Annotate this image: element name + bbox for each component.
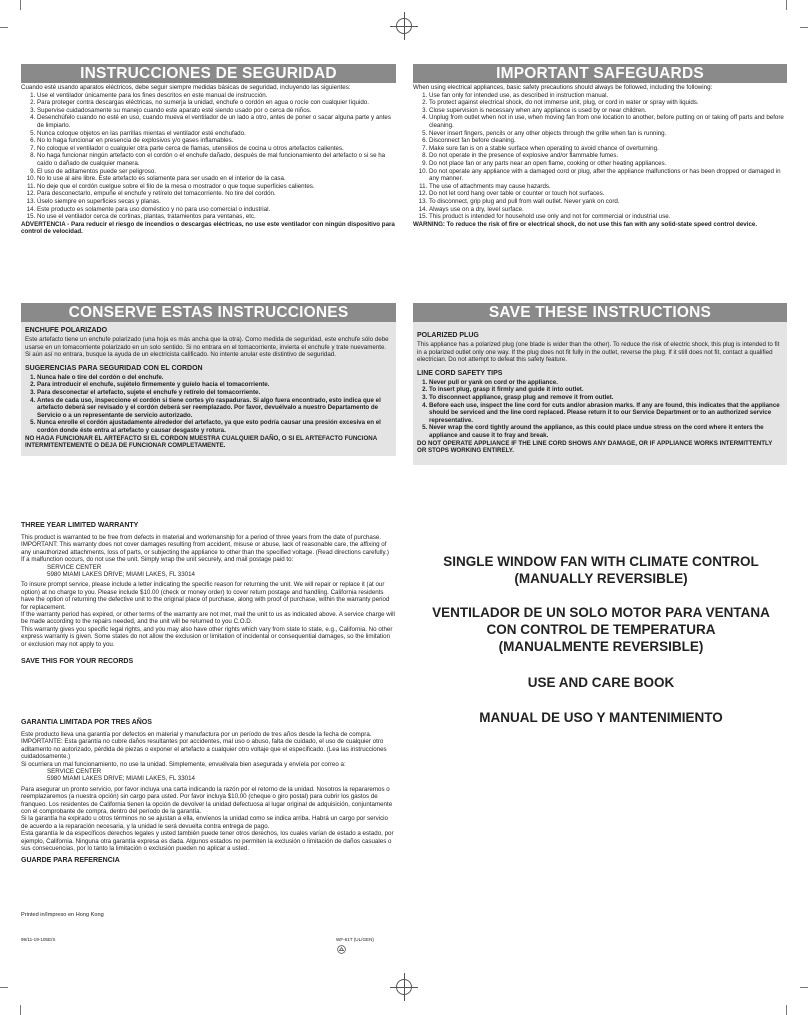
cover-title-en-line1: SINGLE WINDOW FAN WITH CLIMATE CONTROL bbox=[443, 554, 759, 569]
list-item: 6. No lo haga funcionar en presencia de explosivos y/o gases inflamables. bbox=[37, 137, 396, 145]
list-item: 4. Unplug from outlet when not in use, when moving fan from one location to another, before putting on or taking off parts and before cleaning. bbox=[429, 114, 787, 129]
list-item: 5. Never insert fingers, pencils or any other objects through the grille when fan is running. bbox=[429, 130, 787, 138]
list-item: 4. Antes de cada uso, inspeccione el cordón si tiene cortes y/o raspaduras. Si algo fuera encontrado, esto indica que el artefacto deberá ser revisado y el cordón deberá ser reemplazado. Por favor, devuélvalo a nuestro Departamento de Servicio o a un representante de servicio autorizado. bbox=[37, 397, 392, 420]
list-item: 3. Close supervision is necessary when any appliance is used by or near children. bbox=[429, 107, 787, 115]
es-safety-intro: Cuando esté usando aparatos eléctricos, debe seguir siempre medidas básicas de seguridad, incluyendo las siguientes: bbox=[21, 84, 351, 91]
list-item: 3. To disconnect appliance, grasp plug and remove it from outlet. bbox=[429, 394, 783, 402]
list-item: 3. Para desconectar el artefacto, sujete el enchufe y retírelo del tomacorriente. bbox=[37, 389, 392, 397]
list-item: 13. To disconnect, grip plug and pull from wall outlet. Never yank on cord. bbox=[429, 198, 787, 206]
es-conserve-section bbox=[21, 303, 396, 456]
en-warranty-p2: IMPORTANT: This warranty does not cover damages resulting from accident, misuse or abuse, lack of reasonable care, the affixing of any unauthorized attachments, loss of parts, or subjecting the appliance to other than the specified voltage. (Read directions carefully.) bbox=[21, 541, 389, 556]
en-warranty-save: SAVE THIS FOR YOUR RECORDS bbox=[21, 658, 134, 666]
list-item: 1. Use fan only for intended use, as described in instruction manual. bbox=[429, 92, 787, 100]
list-item: 10. No lo use al aire libre. Este artefacto es solamente para ser usado en el interior de la casa. bbox=[37, 175, 396, 183]
crop-mark bbox=[20, 1005, 21, 1015]
cover-title-en-line2: (MANUALLY REVERSIBLE) bbox=[514, 571, 688, 586]
crop-mark bbox=[786, 0, 787, 10]
list-item: 4. Before each use, inspect the line cord for cuts and/or abrasion marks. If any are found, this indicates that the appliance should be serviced and the line cord replaced. Please return it to our Service Department or to an authorized service representative. bbox=[429, 402, 783, 425]
code-left: 99/11-19-105E/S bbox=[21, 937, 56, 942]
list-item: 1. Never pull or yank on cord or the appliance. bbox=[429, 379, 783, 387]
cover-title-es-line1: VENTILADOR DE UN SOLO MOTOR PARA VENTANA bbox=[432, 605, 770, 620]
cover-title-es bbox=[416, 604, 786, 655]
list-item: 1. Use el ventilador únicamente para los fines descritos en este manual de instrucción. bbox=[37, 92, 396, 100]
es-warranty-p4: Para asegurar un pronto servicio, por favor incluya una carta indicando la razón por el retorno de la unidad. Nosotros la repararemos o reemplazaremos (a nuestra opción) sin cargo para usted. Por favor incluya $10.00 (cheque o giro postal) para cubrir los gastos de franqueo. Los residentes de California tienen la opción de devolver la unidad defectuosa al lugar original de adquisición, conjuntamente con el comprobante de compra, dentro del período de la garantía. bbox=[21, 785, 393, 816]
printed-in: Printed in/Impreso en Hong Kong bbox=[21, 912, 104, 918]
en-safety-list bbox=[413, 92, 787, 221]
en-safety-section bbox=[413, 64, 787, 228]
en-warranty-p3: If a malfunction occurs, do not use the unit. Simply wrap the unit securely, and mail postage paid to: bbox=[21, 556, 294, 564]
es-safety-list bbox=[21, 92, 396, 221]
list-item: 12. Para desconectarlo, empuñe el enchufe y retírelo del tomacorriente. No tire del cordón. bbox=[37, 190, 396, 198]
en-cord-heading: LINE CORD SAFETY TIPS bbox=[417, 369, 503, 377]
list-item: 8. No haga funcionar ningún artefacto con el cordón o el enchufe dañado, después de mal funcionamiento del artefacto o si se ha caído o dañado de cualquier manera. bbox=[37, 152, 396, 167]
list-item: 5. Nunca coloque objetos en las parrillas mientas el ventilador esté enchufado. bbox=[37, 130, 396, 138]
es-safety-warning: ADVERTENCIA - Para reducir el riesgo de incendios o descargas eléctricas, no use este ventilador con ningún dispositivo para control de velocidad. bbox=[21, 220, 395, 236]
cover-book-en: USE AND CARE BOOK bbox=[527, 675, 675, 690]
crop-mark bbox=[0, 27, 8, 28]
crop-mark bbox=[800, 27, 808, 28]
es-warranty-p6: Esta garantía le da específicos derechos legales y usted también puede tener otros derechos, los cuales varían de estado a estado, por ejemplo, California. Ninguna otra garantía expresa es dada. Algunos estados no permiten la exclusión o limitación de daños casuales o sus consecuencias, por lo tanto la limitación o exclusión pueden no aplicar a usted. bbox=[21, 830, 394, 853]
es-plug-heading: ENCHUFE POLARIZADO bbox=[25, 327, 108, 334]
cover-title-es-line3: (MANUALMENTE REVERSIBLE) bbox=[498, 639, 704, 654]
en-warranty-p1: This product is warranted to be free from defects in material and workmanship for a period of three years from the date of purchase. bbox=[21, 534, 382, 541]
recycle-icon bbox=[337, 945, 346, 954]
en-save-box bbox=[413, 322, 787, 465]
list-item: 8. Do not operate in the presence of explosive and/or flammable fumes. bbox=[429, 152, 787, 160]
crop-mark bbox=[786, 1005, 787, 1015]
crop-mark bbox=[800, 987, 808, 988]
en-save-section bbox=[413, 303, 787, 465]
list-item: 1. Nunca hale o tire del cordón o del enchufe. bbox=[37, 374, 392, 382]
list-item: 7. No coloque el ventilador o cualquier otra parte cerca de flamas, utensilios de cocina u otros artefactos calientes. bbox=[37, 145, 396, 153]
en-warranty-p4: To insure prompt service, please include a letter indicating the specific reason for returning the unit. We will repair or replace it (at our option) at no charge to you. Please include $10.00 (check or money order) to cover return postage and handling. California residents have the option of returning the defective unit to the original place of purchase, along with proof of purchase, within the warranty period for replacement. bbox=[21, 581, 390, 611]
en-warranty-section bbox=[21, 522, 396, 666]
es-warranty-section bbox=[21, 719, 396, 864]
list-item: 14. Este producto es solamente para uso doméstico y no para uso comercial o industrial. bbox=[37, 206, 396, 214]
list-item: 3. Supervise cuidadosamente su manejo cuando este aparato esté siendo usado por o cerca de niños. bbox=[37, 107, 396, 115]
list-item: 11. The use of attachments may cause hazards. bbox=[429, 183, 787, 191]
cover-title-es-line2: CON CONTROL DE TEMPERATURA bbox=[486, 622, 716, 637]
en-cord-list bbox=[417, 379, 783, 440]
list-item: 14. Always use on a dry, level surface. bbox=[429, 206, 787, 214]
es-plug-text: Este artefacto tiene un enchufe polarizado (una hoja es más ancha que la otra). Como medida de seguridad, este enchufe sólo debe usarse en un tomacorriente polarizado en un solo sentido. Si no entrara en el tomacorriente, invierta el enchufe y trate nuevamente. Si aún así no entrara, busque la ayuda de un electricista calificado. No intente anular este distintivo de seguridad. bbox=[25, 336, 389, 359]
crop-mark bbox=[0, 987, 8, 988]
es-safety-section bbox=[21, 64, 396, 236]
en-warranty-heading: THREE YEAR LIMITED WARRANTY bbox=[21, 522, 139, 529]
list-item: 11. No deje que el cordón cuelgue sobre el filo de la mesa o mostrador o que toque superficies calientes. bbox=[37, 183, 396, 191]
en-warranty-address-line2: 5980 MIAMI LAKES DRIVE; MIAMI LAKES, FL 33014 bbox=[47, 571, 195, 579]
registration-mark-bottom bbox=[396, 979, 412, 995]
list-item: 15. No use el ventilador cerca de cortinas, plantas, tratamientos para ventanas, etc. bbox=[37, 213, 396, 221]
cover-book-es: MANUAL DE USO Y MANTENIMIENTO bbox=[479, 710, 723, 725]
es-warranty-heading: GARANTIA LIMITADA POR TRES AÑOS bbox=[21, 719, 152, 726]
en-warranty-address-line1: SERVICE CENTER bbox=[47, 563, 102, 571]
es-warranty-p5: Si la garantía ha expirado u otros términos no se ajustan a ella, envíenos la unidad como se indica arriba. Habrá un cargo por servicio de acuerdo a la reparación necesaria, y la unidad le será devuelta contra entrega de pago. bbox=[21, 815, 388, 830]
en-safety-warning: WARNING: To reduce the risk of fire or electrical shock, do not use this fan with any solid-state speed control device. bbox=[413, 220, 758, 228]
es-cord-list bbox=[25, 374, 392, 435]
en-warranty-p6: This warranty gives you specific legal rights, and you may also have other rights which vary from state to state, e.g., California. No other express warranty is given. Some states do not allow the exclusion or limitation of incidental or consequential damages, so the limitation or exclusion may not apply to you. bbox=[21, 625, 393, 648]
en-safety-intro: When using electrical appliances, basic safety precautions should always be followed, including the following: bbox=[413, 84, 713, 91]
list-item: 12. Do not let cord hang over table or counter or touch hot surfaces. bbox=[429, 190, 787, 198]
list-item: 6. Disconnect fan before cleaning. bbox=[429, 137, 787, 145]
es-cord-heading: SUGERENCIAS PARA SEGURIDAD CON EL CORDON bbox=[25, 364, 203, 372]
list-item: 5. Nunca enrolle el cordón ajustadamente alrededor del artefacto, ya que esto podría causar una presión excesiva en el cordón donde éste entra al artefacto y causar desgaste y rotura. bbox=[37, 419, 392, 434]
list-item: 15. This product is intended for household use only and not for commercial or industrial use. bbox=[429, 213, 787, 221]
es-warranty-save: GUARDE PARA REFERENCIA bbox=[21, 856, 120, 864]
es-conserve-box bbox=[21, 322, 396, 456]
es-warranty-p3: Si ocurriera un mal funcionamiento, no use la unidad. Simplemente, envuélvala bien asegurada y envíela por correo a: bbox=[21, 760, 346, 768]
cover-title-en bbox=[416, 553, 786, 587]
list-item: 7. Make sure fan is on a stable surface when operating to avoid chance of overturning. bbox=[429, 145, 787, 153]
list-item: 10. Do not operate any appliance with a damaged cord or plug, after the appliance malfunctions or has been dropped or damaged in any manner. bbox=[429, 168, 787, 183]
en-save-title: SAVE THESE INSTRUCTIONS bbox=[413, 303, 787, 322]
es-warranty-p1: Este producto lleva una garantía por defectos en material y manufactura por un período de tres años desde la fecha de compra. bbox=[21, 731, 372, 738]
list-item: 9. Do not place fan or any parts near an open flame, cooking or other heating appliances. bbox=[429, 160, 787, 168]
es-safety-title: INSTRUCCIONES DE SEGURIDAD bbox=[21, 64, 396, 83]
crop-mark bbox=[20, 0, 21, 10]
code-right: WF-61T (UL/GEN) bbox=[336, 937, 374, 942]
list-item: 2. Para introducir el enchufe, sujételo firmemente y guíelo hacia el tomacorriente. bbox=[37, 381, 392, 389]
es-cord-warning: NO HAGA FUNCIONAR EL ARTEFACTO SI EL CORDON MUESTRA CUALQUIER DAÑO, O SI EL ARTEFACTO FUNCIONA INTERMITENTEMENTE O DEJA DE FUNCIONAR COMPLETAMENTE. bbox=[25, 434, 378, 450]
en-plug-heading: POLARIZED PLUG bbox=[417, 332, 479, 339]
list-item: 2. To protect against electrical shock, do not immerse unit, plug, or cord in water or spray with liquids. bbox=[429, 99, 787, 107]
list-item: 4. Desenchúfelo cuando no esté en uso, cuando mueva el ventilador de un lado a otro, antes de poner o sacar alguna parte y antes de limpiarlo. bbox=[37, 114, 396, 129]
en-safety-title: IMPORTANT SAFEGUARDS bbox=[413, 64, 787, 83]
list-item: 9. El uso de aditamentos puede ser peligroso. bbox=[37, 168, 396, 176]
en-warranty-p5: If the warranty period has expired, or other terms of the warranty are not met, mail the unit to us as indicated above. A service charge will be made according to the repairs needed, and the unit will be returned to you C.O.D. bbox=[21, 611, 395, 626]
list-item: 5. Never wrap the cord tightly around the appliance, as this could place undue stress on the cord where it enters the appliance and cause it to fray and break. bbox=[429, 424, 783, 439]
es-warranty-p2: IMPORTANTE: Esta garantía no cubre daños resultantes por accidentes, mal uso o abuso, falta de cuidado, el uso de cualquier otro aditamento no autorizado, pérdida de piezas o exponer el artefacto a cualquier otro voltaje que el especificado. (Lea las instrucciones cuidadosamente.) bbox=[21, 738, 387, 761]
registration-mark-top bbox=[396, 18, 412, 34]
list-item: 2. To insert plug, grasp it firmly and guide it into outlet. bbox=[429, 386, 783, 394]
en-cord-warning: DO NOT OPERATE APPLIANCE IF THE LINE CORD SHOWS ANY DAMAGE, OR IF APPLIANCE WORKS INTERMITTENTLY OR STOPS WORKING ENTIRELY. bbox=[417, 439, 773, 455]
es-warranty-address-line2: 5980 MIAMI LAKES DRIVE; MIAMI LAKES, FL 33014 bbox=[47, 775, 195, 783]
es-warranty-address-line1: SERVICE CENTER bbox=[47, 768, 102, 776]
en-plug-text: This appliance has a polarized plug (one blade is wider than the other). To reduce the risk of electric shock, this plug is intended to fit in a polarized outlet only one way. If the plug does not fit fully in the outlet, reverse the plug. If it still does not fit, contact a qualified electrician. Do not attempt to defeat this safety feature. bbox=[417, 341, 780, 364]
es-conserve-title: CONSERVE ESTAS INSTRUCCIONES bbox=[21, 303, 396, 322]
list-item: 13. Úselo siempre en superficies secas y planas. bbox=[37, 198, 396, 206]
list-item: 2. Para proteger contra descargas eléctricas, no sumerja la unidad, enchufe o cordón en agua o rocíe con cualquier líquido. bbox=[37, 99, 396, 107]
